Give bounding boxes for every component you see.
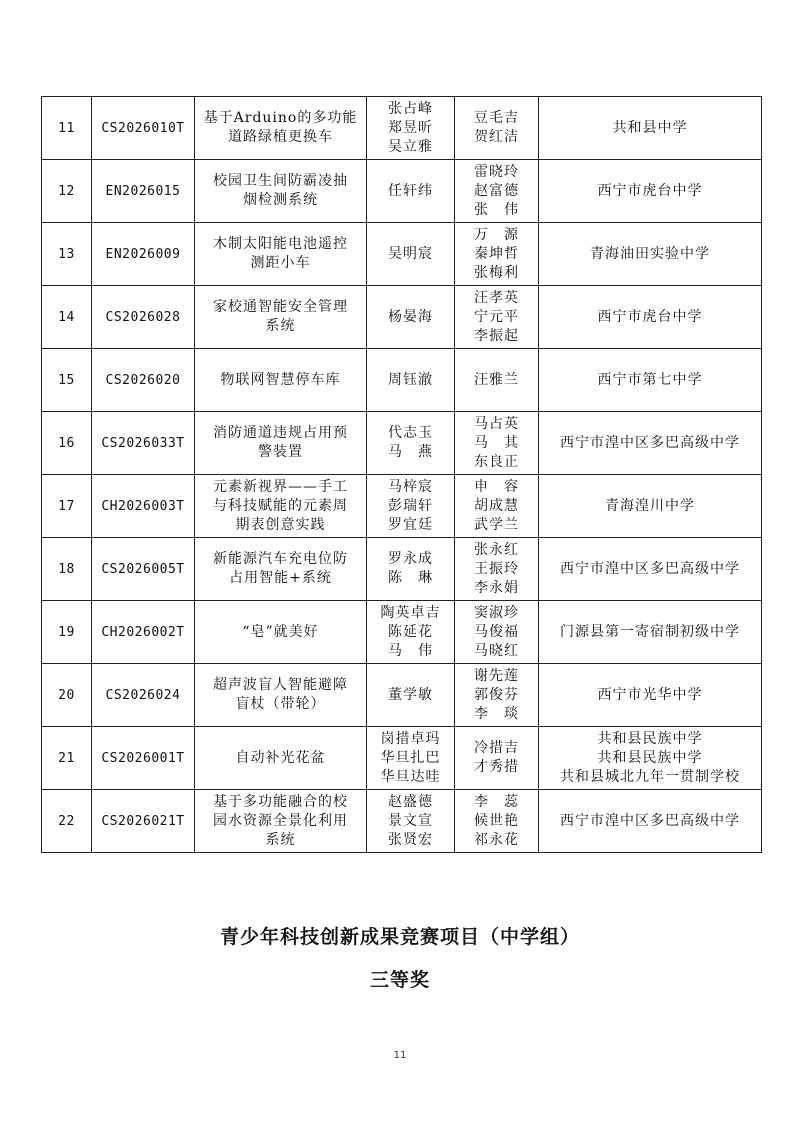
teachers-line: 赵富德 bbox=[474, 182, 519, 199]
project-name-line: 测距小车 bbox=[250, 255, 311, 271]
project-name-line: 基于多功能融合的校 bbox=[213, 793, 348, 810]
table-row bbox=[42, 601, 762, 664]
row-number-cell: 11 bbox=[42, 97, 92, 160]
award-level-title: 三等奖 bbox=[369, 969, 430, 991]
teachers-line: 郭俊芬 bbox=[474, 686, 519, 703]
students-cell bbox=[367, 349, 455, 412]
project-name-line: 基于Arduino的多功能 bbox=[203, 110, 358, 126]
project-name-cell bbox=[195, 475, 367, 538]
school-cell bbox=[539, 412, 762, 475]
project-name-line: 物联网智慧停车库 bbox=[220, 371, 341, 388]
project-name-cell bbox=[195, 538, 367, 601]
teachers-line: 冷措吉 bbox=[474, 740, 519, 756]
project-name-line: 新能源汽车充电位防 bbox=[213, 551, 348, 567]
project-name-line: “皂”就美好 bbox=[242, 623, 319, 640]
school-line: 西宁市湟中区多巴高级中学 bbox=[560, 560, 740, 577]
students-line: 马梓宸 bbox=[388, 478, 433, 495]
school-line: 共和县城北九年一贯制学校 bbox=[560, 768, 740, 785]
school-line: 西宁市第七中学 bbox=[597, 371, 703, 388]
students-line: 陶英卓吉 bbox=[380, 604, 441, 621]
school-line: 西宁市虎台中学 bbox=[597, 182, 703, 199]
teachers-line: 马晓红 bbox=[474, 642, 519, 659]
students-cell bbox=[367, 664, 455, 727]
teachers-line: 豆毛吉 bbox=[474, 110, 519, 126]
teachers-line: 汪雅兰 bbox=[474, 371, 519, 388]
project-name-line: 系统 bbox=[265, 318, 296, 334]
project-name-cell bbox=[195, 601, 367, 664]
school-cell bbox=[539, 475, 762, 538]
project-name-cell bbox=[195, 349, 367, 412]
school-line: 西宁市湟中区多巴高级中学 bbox=[560, 434, 740, 451]
project-name-line: 占用智能+系统 bbox=[229, 570, 332, 586]
table-row bbox=[42, 664, 762, 727]
project-name-cell bbox=[195, 286, 367, 349]
row-number-cell: 22 bbox=[42, 790, 92, 853]
project-name-line: 园水资源全景化利用 bbox=[213, 812, 348, 829]
teachers-line: 马 其 bbox=[474, 434, 519, 451]
students-line: 罗永成 bbox=[388, 551, 433, 567]
teachers-cell bbox=[455, 601, 539, 664]
project-name-line: 期表创意实践 bbox=[235, 516, 326, 533]
students-cell bbox=[367, 475, 455, 538]
school-cell bbox=[539, 160, 762, 223]
section-title: 青少年科技创新成果竞赛项目（中学组） bbox=[219, 926, 580, 948]
section-heading bbox=[0, 922, 800, 992]
project-code-cell: CS2026028 bbox=[92, 286, 195, 349]
students-line: 华旦扎巴 bbox=[380, 749, 441, 766]
students-line: 赵盛德 bbox=[388, 793, 433, 810]
project-code-cell: CS2026020 bbox=[92, 349, 195, 412]
school-line: 西宁市湟中区多巴高级中学 bbox=[560, 812, 740, 829]
school-cell bbox=[539, 538, 762, 601]
project-name-cell bbox=[195, 790, 367, 853]
project-name-line: 消防通道违规占用预 bbox=[213, 425, 348, 441]
teachers-line: 窦淑珍 bbox=[474, 604, 519, 621]
students-cell bbox=[367, 538, 455, 601]
school-line: 青海油田实验中学 bbox=[590, 245, 710, 262]
students-line: 杨晏海 bbox=[388, 308, 433, 325]
project-code-cell: CS2026005T bbox=[92, 538, 195, 601]
project-name-line: 木制太阳能电池遥控 bbox=[213, 236, 348, 252]
teachers-line: 贺红洁 bbox=[474, 129, 519, 145]
table-row bbox=[42, 223, 762, 286]
students-line: 任轩纬 bbox=[388, 182, 433, 199]
page-number: 11 bbox=[393, 1050, 407, 1061]
project-name-cell bbox=[195, 223, 367, 286]
students-line: 董学敏 bbox=[388, 686, 433, 703]
award-table bbox=[41, 96, 762, 853]
project-name-line: 与科技赋能的元素周 bbox=[213, 497, 348, 514]
students-cell bbox=[367, 412, 455, 475]
table-row bbox=[42, 412, 762, 475]
teachers-line: 李永娟 bbox=[474, 579, 519, 596]
students-line: 陈延花 bbox=[388, 623, 433, 640]
project-name-line: 校园卫生间防霸凌抽 bbox=[213, 173, 348, 189]
students-line: 岗措卓玛 bbox=[380, 730, 441, 747]
students-line: 华旦达哇 bbox=[380, 768, 441, 785]
teachers-line: 汪孝英 bbox=[474, 289, 519, 306]
teachers-line: 张梅利 bbox=[474, 264, 519, 281]
students-line: 代志玉 bbox=[388, 425, 433, 441]
school-cell bbox=[539, 97, 762, 160]
project-code-cell: CS2026024 bbox=[92, 664, 195, 727]
teachers-line: 万 源 bbox=[474, 226, 519, 243]
school-cell bbox=[539, 727, 762, 790]
table-row bbox=[42, 790, 762, 853]
teachers-line: 才秀措 bbox=[474, 759, 519, 775]
teachers-line: 东良正 bbox=[474, 453, 519, 470]
students-cell bbox=[367, 97, 455, 160]
teachers-cell bbox=[455, 286, 539, 349]
project-name-cell bbox=[195, 664, 367, 727]
table-row bbox=[42, 97, 762, 160]
students-cell bbox=[367, 223, 455, 286]
teachers-cell bbox=[455, 790, 539, 853]
teachers-line: 祁永花 bbox=[474, 831, 519, 848]
students-line: 罗宜廷 bbox=[388, 516, 433, 533]
row-number-cell: 13 bbox=[42, 223, 92, 286]
students-line: 彭瑞轩 bbox=[388, 497, 433, 514]
students-line: 郑昱昕 bbox=[388, 119, 433, 136]
teachers-line: 张永红 bbox=[474, 541, 519, 558]
students-line: 景文宣 bbox=[388, 812, 433, 829]
project-name-cell bbox=[195, 160, 367, 223]
teachers-line: 李 琰 bbox=[474, 705, 519, 722]
school-line: 共和县中学 bbox=[612, 119, 688, 136]
table-row bbox=[42, 475, 762, 538]
project-name-line: 自动补光花盆 bbox=[235, 749, 326, 766]
school-cell bbox=[539, 790, 762, 853]
project-name-line: 元素新视界——手工 bbox=[213, 478, 348, 495]
teachers-cell bbox=[455, 727, 539, 790]
teachers-cell bbox=[455, 97, 539, 160]
table-row bbox=[42, 160, 762, 223]
students-line: 马 燕 bbox=[388, 444, 433, 460]
row-number-cell: 18 bbox=[42, 538, 92, 601]
table-row bbox=[42, 727, 762, 790]
row-number-cell: 15 bbox=[42, 349, 92, 412]
row-number-cell: 20 bbox=[42, 664, 92, 727]
teachers-line: 宁元平 bbox=[474, 308, 519, 325]
row-number-cell: 21 bbox=[42, 727, 92, 790]
teachers-line: 张 伟 bbox=[474, 201, 519, 218]
project-name-line: 系统 bbox=[265, 831, 296, 848]
project-name-line: 盲杖（带轮） bbox=[235, 696, 326, 712]
project-name-line: 烟检测系统 bbox=[243, 192, 318, 208]
teachers-line: 李 蕊 bbox=[474, 793, 519, 810]
teachers-line: 胡成慧 bbox=[474, 497, 519, 514]
project-code-cell: EN2026015 bbox=[92, 160, 195, 223]
students-cell bbox=[367, 790, 455, 853]
school-line: 西宁市光华中学 bbox=[597, 686, 703, 703]
teachers-cell bbox=[455, 349, 539, 412]
project-name-cell bbox=[195, 727, 367, 790]
table-row bbox=[42, 349, 762, 412]
teachers-line: 申 容 bbox=[474, 478, 519, 495]
row-number-cell: 19 bbox=[42, 601, 92, 664]
school-line: 共和县民族中学 bbox=[597, 730, 703, 747]
award-table-body bbox=[42, 97, 762, 853]
project-code-cell: CS2026001T bbox=[92, 727, 195, 790]
students-line: 马 伟 bbox=[388, 642, 433, 659]
project-code-cell: CS2026033T bbox=[92, 412, 195, 475]
students-line: 吴立雅 bbox=[388, 138, 433, 155]
students-cell bbox=[367, 601, 455, 664]
students-cell bbox=[367, 160, 455, 223]
school-cell bbox=[539, 349, 762, 412]
school-line: 西宁市虎台中学 bbox=[597, 308, 703, 325]
teachers-line: 武学兰 bbox=[474, 516, 519, 533]
school-cell bbox=[539, 664, 762, 727]
table-row bbox=[42, 286, 762, 349]
project-code-cell: CS2026021T bbox=[92, 790, 195, 853]
students-cell bbox=[367, 727, 455, 790]
project-code-cell: CH2026002T bbox=[92, 601, 195, 664]
teachers-line: 马占英 bbox=[474, 415, 519, 432]
students-cell bbox=[367, 286, 455, 349]
students-line: 张占峰 bbox=[388, 100, 433, 117]
school-line: 共和县民族中学 bbox=[597, 749, 703, 766]
teachers-cell bbox=[455, 223, 539, 286]
project-name-line: 警装置 bbox=[258, 444, 303, 460]
row-number-cell: 12 bbox=[42, 160, 92, 223]
teachers-line: 秦坤哲 bbox=[474, 245, 519, 262]
row-number-cell: 14 bbox=[42, 286, 92, 349]
teachers-line: 王振玲 bbox=[474, 560, 519, 577]
teachers-line: 李振起 bbox=[474, 327, 519, 344]
project-name-line: 道路绿植更换车 bbox=[228, 129, 333, 145]
students-line: 张贤宏 bbox=[388, 831, 433, 848]
school-cell bbox=[539, 286, 762, 349]
row-number-cell: 16 bbox=[42, 412, 92, 475]
project-code-cell: CH2026003T bbox=[92, 475, 195, 538]
teachers-cell bbox=[455, 412, 539, 475]
project-name-line: 超声波盲人智能避障 bbox=[213, 677, 348, 693]
students-line: 吴明宸 bbox=[388, 245, 433, 262]
students-line: 陈 琳 bbox=[388, 570, 433, 586]
school-line: 青海湟川中学 bbox=[605, 497, 695, 514]
project-code-cell: EN2026009 bbox=[92, 223, 195, 286]
project-name-line: 家校通智能安全管理 bbox=[213, 299, 348, 315]
teachers-cell bbox=[455, 664, 539, 727]
teachers-line: 马俊福 bbox=[474, 623, 519, 640]
teachers-cell bbox=[455, 475, 539, 538]
project-name-cell bbox=[195, 412, 367, 475]
school-line: 门源县第一寄宿制初级中学 bbox=[560, 623, 740, 640]
teachers-line: 谢先莲 bbox=[474, 667, 519, 684]
teachers-cell bbox=[455, 160, 539, 223]
teachers-line: 雷晓玲 bbox=[474, 163, 519, 180]
table-row bbox=[42, 538, 762, 601]
project-name-cell bbox=[195, 97, 367, 160]
school-cell bbox=[539, 601, 762, 664]
row-number-cell: 17 bbox=[42, 475, 92, 538]
school-cell bbox=[539, 223, 762, 286]
students-line: 周钰澈 bbox=[388, 371, 433, 388]
project-code-cell: CS2026010T bbox=[92, 97, 195, 160]
teachers-cell bbox=[455, 538, 539, 601]
teachers-line: 候世艳 bbox=[474, 812, 519, 829]
